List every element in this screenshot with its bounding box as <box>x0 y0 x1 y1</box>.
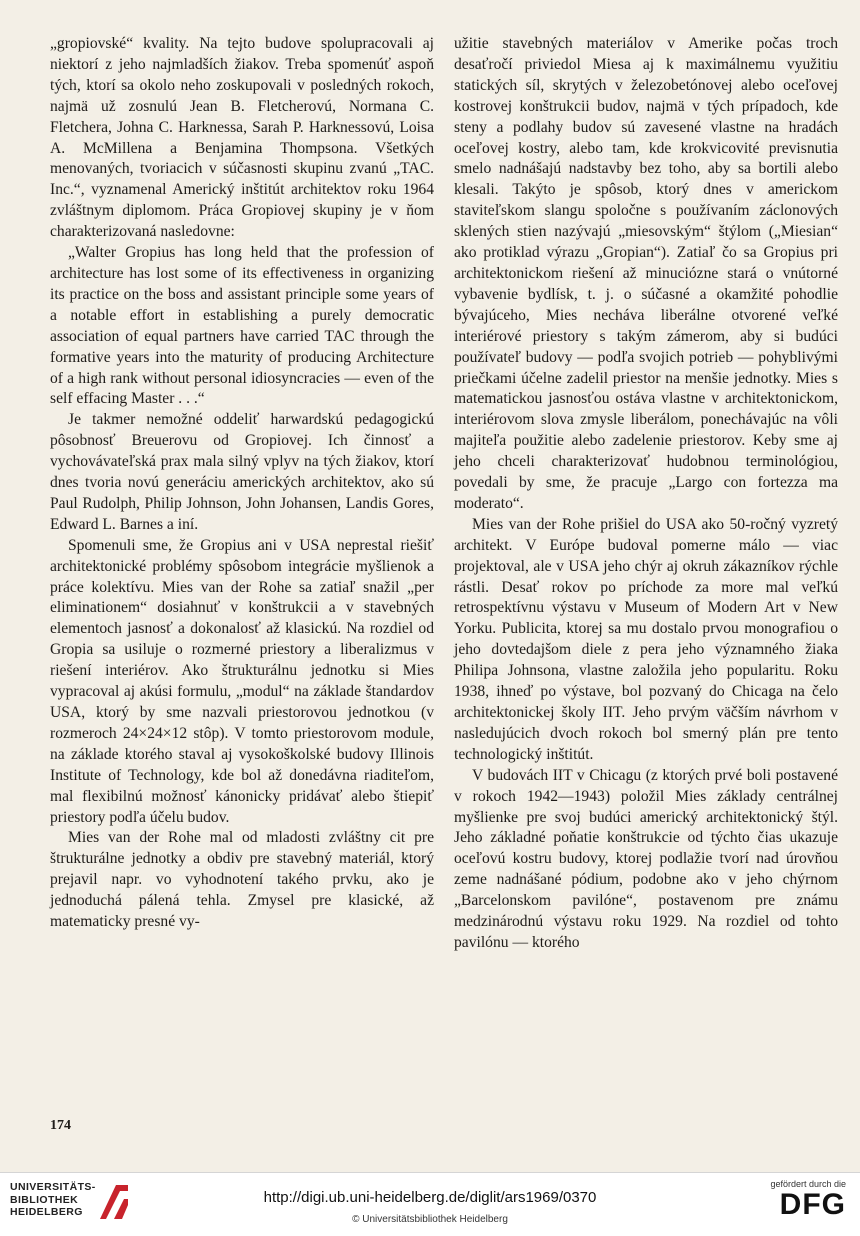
library-name-line: UNIVERSITÄTS- <box>10 1181 96 1193</box>
sponsor-note: gefördert durch die <box>770 1179 846 1189</box>
paragraph: užitie stavebných materiálov v Amerike počas troch desaťročí priviedol Miesa aj k maximálnemu využitiu statických síl, skrytých v železobetónovej alebo oceľovej kostrovej konštrukcii budov, najmä v tých prípadoch, kde steny a podlahy budov sú zavesené vlastne na hradách oceľovej kostry, alebo tam, kde krokvicovité previsnutia smelo nadnášajú nadstavby bez toho, aby sa bortili alebo klesali. Takýto je spôsob, ktorý dnes v americkom staviteľskom slangu spoločne s používaním záclonových sklených stien nazývajú „miesovským“ štýlom („Miesian“ ako protiklad výrazu „Gropian“). Zatiaľ čo sa Gropius pri architektonickom riešení až minuciózne stará o vnútorné vybavenie bydlísk, t. j. o súčasné a okamžité pohodlie bývajúceho, Mies necháva liberálne otvorené veľké interiérové priestory s takým zámerom, aby si budúci používateľ budovy — podľa svojich potrieb — pohyblivými priečkami účelne zadelil priestor na menšie jednotky. Mies s matematickou jasnosťou ostáva vlastne v architektonickom, interiérovom slova zmysle liberálom, ponechávajúc na vôli majiteľa použitie alebo zadelenie priestorov. Keby sme aj jeho chceli charakterizovať hudobnou terminológiou, povedali by sme, že pracuje „Largo con fortezza ma moderato“. <box>454 35 838 512</box>
paragraph: Mies van der Rohe prišiel do USA ako 50-ročný vyzretý architekt. V Európe budoval pomerne málo — viac projektoval, ale v USA jeho chýr aj okruh zákazníkov rýchle rástli. Desať rokov po príchode za more mal veľkú retrospektívnu výstavu v Museum of Modern Art v New Yorku. Publicita, ktorej sa mu dostalo prvou monografiou o jeho dovtedajšom diele z pera jeho významného žiaka Philipa Johnsona, vlastne založila jeho popularitu. Roku 1938, ihneď po výstave, bol pozvaný do Chicaga na čelo architektonickej školy IIT. Jeho prvým väčším návrhom v nasledujúcich dvoch rokoch bol smerný plán pre tento technologický inštitút. <box>454 515 838 763</box>
paragraph: Je takmer nemožné oddeliť harwardskú pedagogickú pôsobnosť Breuerovu od Gropiovej. Ich činnosť a vychovávateľská prax mala silný vplyv na tých žiakov, ktorí dnes tvoria novú generáciu amerických architektov, ako sú Paul Rudolph, Philip Johnson, John Johansen, Landis Gores, Edward L. Barnes a iní. <box>50 411 434 533</box>
paragraph: „Walter Gropius has long held that the profession of architecture has lost some of its effectiveness in organizing its practice on the boss and assistant principle some years of a notable effort in establishing a purely democratic association of equal partners have carried TAC through the formative years into the maturity of producing Architecture of a high rank without personal idiosyncracies — even of the self effacing Master . . .“ <box>50 244 434 408</box>
page-number: 174 <box>50 1118 71 1133</box>
sponsor-logo[interactable] <box>770 1179 846 1221</box>
viewer-footer <box>0 1172 860 1236</box>
copyright-notice: © Universitätsbibliothek Heidelberg <box>352 1214 508 1225</box>
library-name-line: HEIDELBERG <box>10 1206 83 1218</box>
right-column <box>454 34 838 954</box>
paragraph: Mies van der Rohe mal od mladosti zvláštny cit pre štrukturálne jednotky a obdiv pre stavebný materiál, ktorý prejavil napr. vo vyhodnotení takého prvku, ako je jednoduchá pálená tehla. Zmysel pre klasické, až matematicky presné vy- <box>50 829 434 931</box>
paragraph: V budovách IIT v Chicagu (z ktorých prvé boli postavené v rokoch 1942—1943) položil Mies základy centrálnej myšlienke pre svoj budúci americký architektonický štýl. Jeho základné poňatie konštrukcie od týchto čias ukazuje oceľovú kostru budovy, ktorej podlažie tvorí nad úrovňou zeme nadnášané pódium, podobne ako v jeho chýrnom „Barcelonskom pavilóne“, postavenom pre známu medzinárodnú výstavu roku 1929. Na rozdiel od tohto pavilónu — ktorého <box>454 766 838 951</box>
paragraph: Spomenuli sme, že Gropius ani v USA neprestal riešiť architektonické problémy spôsobom integrácie myšlienok a práce kolektívu. Mies van der Rohe sa zatiaľ snažil „per eliminationem“ dosiahnuť v konštrukcii a v stavebných elementoch jasnosť a dokonalosť až klasickú. Na rozdiel od Gropia sa usiluje o rozmerné priestory a liberalizmus v riešení interiérov. Ako štrukturálnu jednotku si Mies vypracoval aj akúsi formulu, „modul“ na základe štandardov USA, ktorý by sme nazvali priestorovou jednotkou (v rozmeroch 24×24×12 stôp). V tomto priestorovom module, na základe ktorého staval aj vysokoškolské budovy Illinois Institute of Technology, kde bol až donedávna riaditeľom, mal flexibilnú možnosť kánonicky pridávať alebo štiepiť priestory podľa účelu budov. <box>50 536 434 826</box>
dfg-logo-text: DFG <box>779 1188 846 1221</box>
permalink-url[interactable]: http://digi.ub.uni-heidelberg.de/diglit/ars1969/0370 <box>263 1189 597 1206</box>
left-column <box>50 34 434 933</box>
paragraph: „gropiovské“ kvality. Na tejto budove spolupracovali aj niektorí z jeho najmladších žiakov. Treba spomenúť aspoň tých, ktorí sa okolo neho zoskupovali v posledných rokoch, najmä už zosnulú Jean B. Fletcherovú, Normana C. Fletchera, Johna C. Harknessa, Sarah P. Harknessovú, Loisa A. McMillena a Benjamina Thompsona. Všetkých menovaných, tvoriacich v súčasnosti skupinu zvanú „TAC. Inc.“, vyznamenal Americký inštitút architektov roku 1964 zvláštnym diplomom. Práca Gropiovej skupiny je v ňom charakterizovaná nasledovne: <box>50 35 434 241</box>
library-emblem-icon <box>94 1181 132 1221</box>
library-name-line: BIBLIOTHEK <box>10 1193 79 1206</box>
library-logo[interactable] <box>10 1181 96 1219</box>
